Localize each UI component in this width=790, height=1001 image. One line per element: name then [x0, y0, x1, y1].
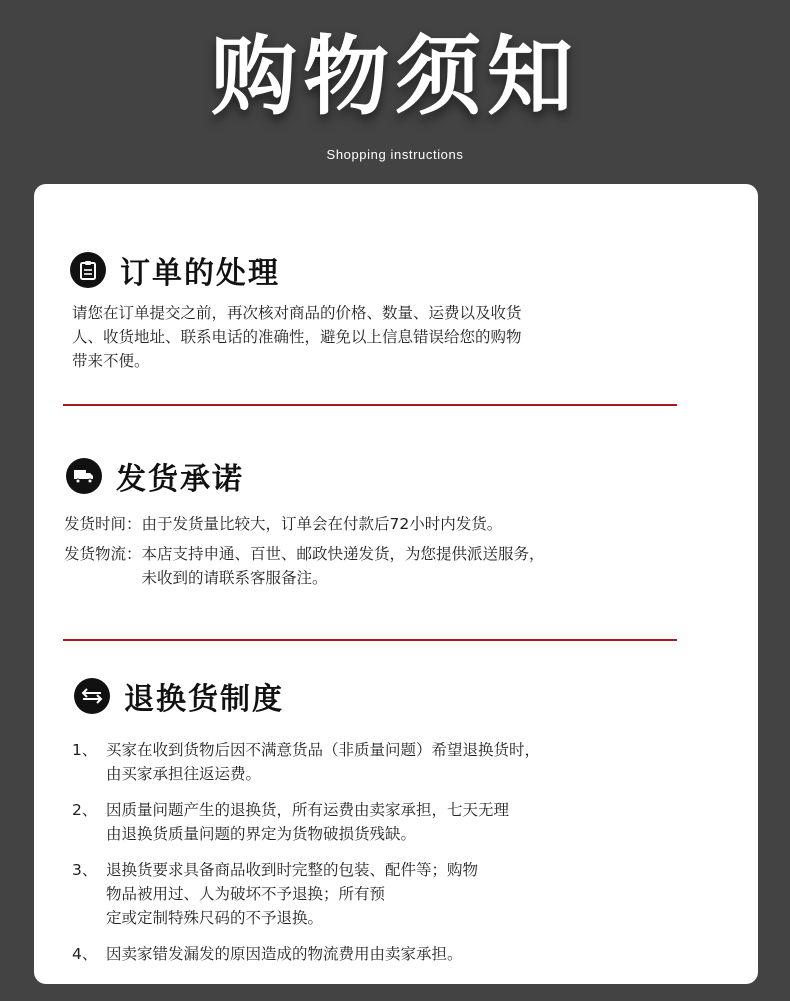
returns-item-line: 退换货要求具备商品收到时完整的包装、配件等；购物: [106, 861, 479, 879]
section-order-heading: [70, 248, 280, 292]
returns-item-line: 物品被用过、人为破坏不予退换；所有预: [106, 885, 386, 903]
returns-item-number: 4、: [72, 945, 98, 963]
page-subtitle: Shopping instructions: [326, 147, 464, 162]
returns-item-line: 由买家承担往返运费。: [106, 765, 262, 783]
returns-item-line: 因卖家错发漏发的原因造成的物流费用由卖家承担。: [106, 945, 463, 963]
returns-item-text: [106, 942, 712, 966]
returns-item-number: 1、: [72, 741, 98, 759]
shipping-time-value: [142, 512, 724, 536]
section-returns-title: 退换货制度: [124, 682, 284, 717]
section-returns-heading: [74, 674, 284, 718]
order-line: 请您在订单提交之前，再次核对商品的价格、数量、运费以及收货: [72, 304, 522, 322]
section-order-title: 订单的处理: [120, 256, 280, 291]
section-shipping-heading: [66, 454, 244, 498]
returns-item-text: [106, 858, 712, 930]
section-shipping-title: 发货承诺: [116, 462, 244, 497]
shipping-details: [64, 512, 724, 590]
shipping-logistics-value: [142, 542, 724, 590]
returns-item-number: 3、: [72, 861, 98, 879]
shipping-logistics-line: 未收到的请联系客服备注。: [141, 569, 328, 587]
returns-item: [72, 738, 712, 786]
returns-item: [72, 798, 712, 846]
page-title: 购物须知: [211, 27, 579, 127]
shipping-time-row: [64, 512, 724, 536]
shipping-logistics-row: [64, 542, 724, 590]
exchange-arrows-icon: [74, 678, 110, 714]
order-paragraph: [72, 301, 522, 373]
returns-item-line: 因质量问题产生的退换货，所有运费由卖家承担，七天无理: [106, 801, 510, 819]
returns-list: [72, 738, 712, 966]
order-line: 人、收货地址、联系电话的准确性，避免以上信息错误给您的购物: [72, 328, 522, 346]
section-divider: [63, 404, 677, 406]
returns-item-line: 由退换货质量问题的界定为货物破损货残缺。: [106, 825, 417, 843]
shipping-time-line: 由于发货量比较大，订单会在付款后72小时内发货。: [141, 515, 503, 533]
returns-item-text: [106, 738, 712, 786]
shipping-logistics-line: 本店支持申通、百世、邮政快递发货，为您提供派送服务，: [141, 545, 545, 563]
section-divider: [63, 639, 677, 641]
shipping-time-label: 发货时间：: [64, 515, 142, 533]
content-card: [34, 184, 758, 984]
returns-item-text: [106, 798, 712, 846]
truck-icon: [66, 458, 102, 494]
order-line: 带来不便。: [72, 352, 150, 370]
clipboard-icon: [70, 252, 106, 288]
shipping-logistics-label: 发货物流：: [64, 545, 142, 563]
returns-item: [72, 858, 712, 930]
returns-item-number: 2、: [72, 801, 98, 819]
returns-item-line: 买家在收到货物后因不满意货品（非质量问题）希望退换货时，: [106, 741, 541, 759]
returns-item-line: 定或定制特殊尺码的不予退换。: [106, 909, 324, 927]
returns-item: [72, 942, 712, 966]
